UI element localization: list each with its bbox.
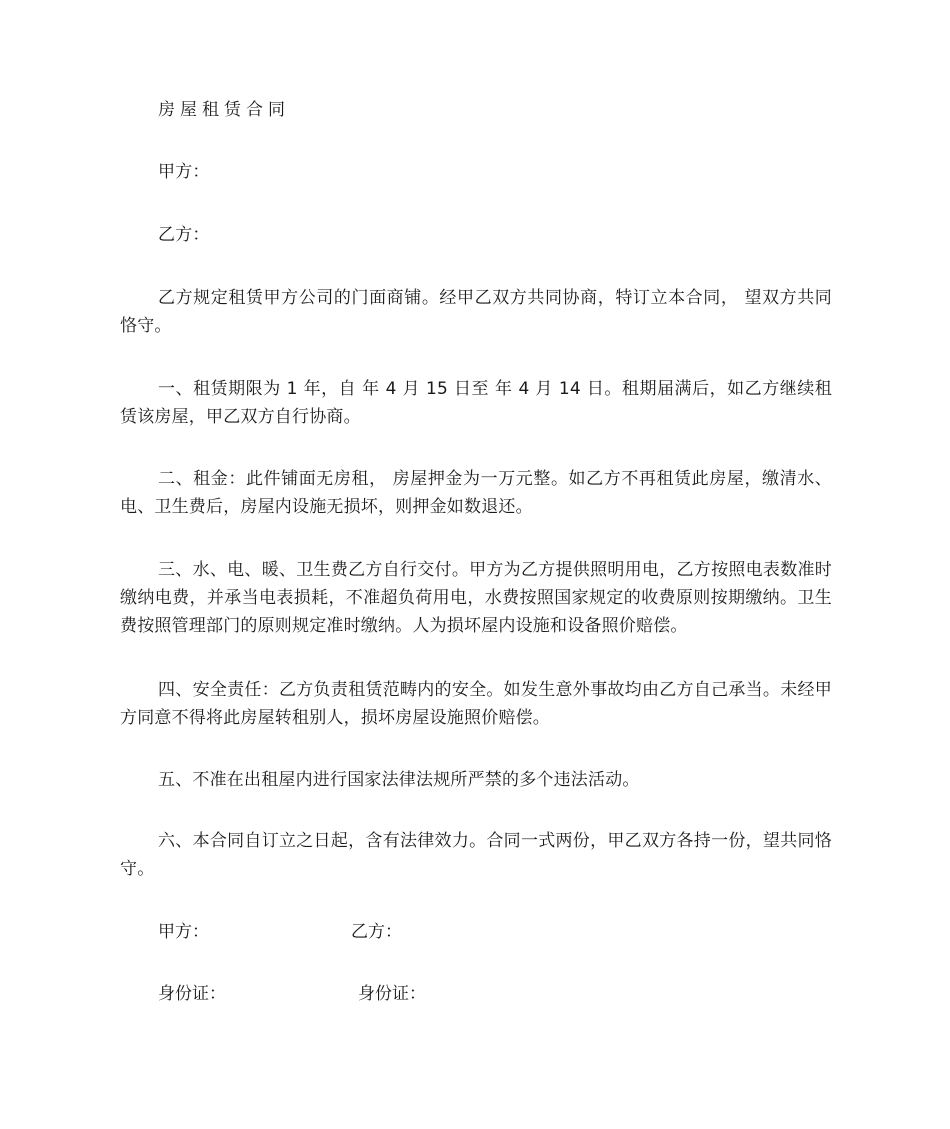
clause-5: 五、不准在出租屋内进行国家法律法规所严禁的多个违法活动。 (158, 770, 640, 790)
clause-2: 二、租金：此件铺面无房租， 房屋押金为一万元整。如乙方不再租赁此房屋，缴清水、电、卫生费后，房屋内设施无损坏，则押金如数退还。 (120, 469, 832, 517)
signature-party-a: 甲方： (158, 922, 209, 942)
intro-paragraph: 乙方规定租赁甲方公司的门面商铺。经甲乙双方共同协商，特订立本合同， 望双方共同恪守。 (120, 288, 832, 336)
clause-4: 四、安全责任：乙方负责租赁范畴内的安全。如发生意外事故均由乙方自己承当。未经甲方同意不得将此房屋转租别人，损坏房屋设施照价赔偿。 (120, 680, 832, 728)
party-b-label: 乙方： (158, 225, 210, 245)
clause-3: 三、水、电、暖、卫生费乙方自行交付。甲方为乙方提供照明用电，乙方按照电表数准时缴纳电费，并承当电表损耗，不准超负荷用电，水费按照国家规定的收费原则按期缴纳。卫生费按照管理部门的原则规定准时缴纳。人为损坏屋内设施和设备照价赔偿。 (120, 560, 832, 636)
clause-6: 六、本合同自订立之日起，含有法律效力。合同一式两份，甲乙双方各持一份，望共同恪守。 (120, 831, 832, 879)
id-party-a: 身份证： (158, 984, 226, 1004)
id-party-b: 身份证： (358, 984, 426, 1004)
signature-party-b: 乙方： (351, 922, 402, 942)
party-a-label: 甲方： (158, 162, 210, 182)
clause-1: 一、租赁期限为 1 年，自 年 4 月 15 日至 年 4 月 14 日。租期届满后，如乙方继续租赁该房屋，甲乙双方自行协商。 (120, 379, 832, 427)
document-title: 房屋租赁合同 (158, 100, 290, 120)
